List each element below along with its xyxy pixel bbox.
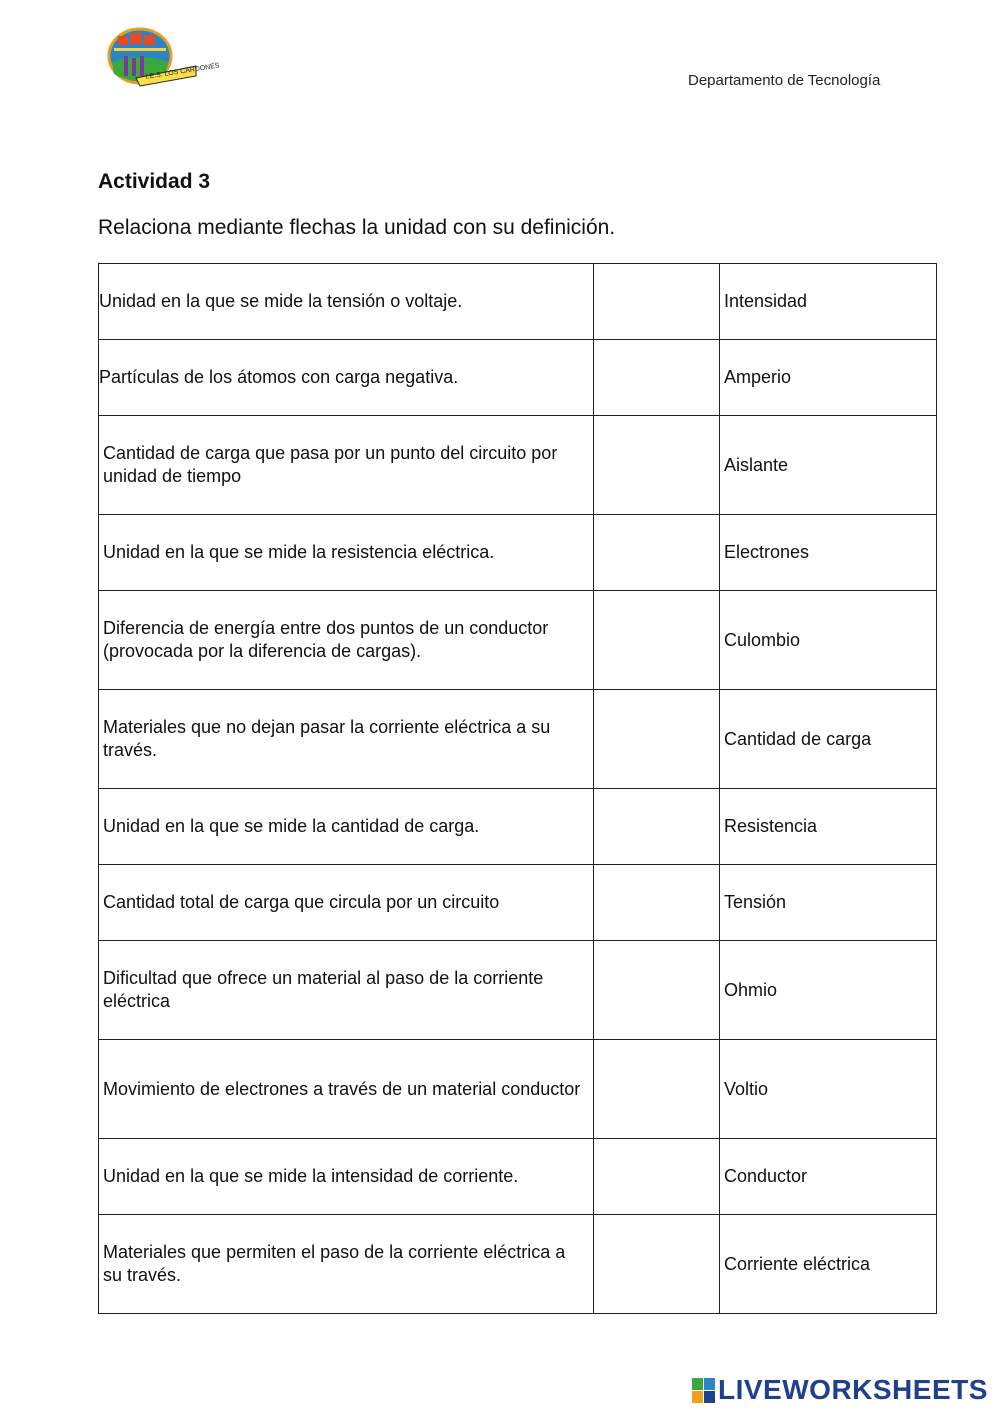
term-cell: Resistencia <box>720 789 937 865</box>
table-row <box>99 1215 937 1314</box>
answer-gap-cell[interactable] <box>594 416 720 515</box>
table-row <box>99 789 937 865</box>
table-row <box>99 515 937 591</box>
table-row <box>99 1040 937 1139</box>
answer-gap-cell[interactable] <box>594 264 720 340</box>
term-cell: Intensidad <box>720 264 937 340</box>
table-row <box>99 340 937 416</box>
answer-gap-cell[interactable] <box>594 1215 720 1314</box>
answer-gap-cell[interactable] <box>594 591 720 690</box>
definition-cell: Partículas de los átomos con carga negativa. <box>99 340 594 416</box>
term-cell: Aislante <box>720 416 937 515</box>
answer-gap-cell[interactable] <box>594 515 720 591</box>
definition-cell: Materiales que no dejan pasar la corriente eléctrica a su través. <box>99 690 594 789</box>
definition-cell: Unidad en la que se mide la cantidad de carga. <box>99 789 594 865</box>
answer-gap-cell[interactable] <box>594 340 720 416</box>
term-cell: Electrones <box>720 515 937 591</box>
table-row <box>99 690 937 789</box>
definition-cell: Cantidad total de carga que circula por un circuito <box>99 865 594 941</box>
department-label: Departamento de Tecnología <box>688 72 881 89</box>
activity-instruction: Relaciona mediante flechas la unidad con su definición. <box>98 216 616 239</box>
school-logo <box>106 26 221 92</box>
definition-cell: Movimiento de electrones a través de un material conductor <box>99 1040 594 1139</box>
term-cell: Ohmio <box>720 941 937 1040</box>
term-cell: Conductor <box>720 1139 937 1215</box>
answer-gap-cell[interactable] <box>594 941 720 1040</box>
term-cell: Culombio <box>720 591 937 690</box>
table-row <box>99 591 937 690</box>
definition-cell: Dificultad que ofrece un material al paso de la corriente eléctrica <box>99 941 594 1040</box>
term-cell: Tensión <box>720 865 937 941</box>
term-cell: Corriente eléctrica <box>720 1215 937 1314</box>
table-row <box>99 941 937 1040</box>
table-row <box>99 264 937 340</box>
definition-cell: Diferencia de energía entre dos puntos de un conductor (provocada por la diferencia de cargas). <box>99 591 594 690</box>
definition-cell: Materiales que permiten el paso de la corriente eléctrica a su través. <box>99 1215 594 1314</box>
table-row <box>99 1139 937 1215</box>
answer-gap-cell[interactable] <box>594 1040 720 1139</box>
answer-gap-cell[interactable] <box>594 1139 720 1215</box>
term-cell: Amperio <box>720 340 937 416</box>
school-logo-text: I.E.S. LOS CARDONES <box>145 62 221 81</box>
answer-gap-cell[interactable] <box>594 789 720 865</box>
activity-title: Actividad 3 <box>98 170 211 193</box>
answer-gap-cell[interactable] <box>594 690 720 789</box>
liveworksheets-wordmark: LIVEWORKSHEETS <box>718 1374 988 1405</box>
school-logo-icon <box>106 26 221 92</box>
definition-cell: Cantidad de carga que pasa por un punto del circuito por unidad de tiempo <box>99 416 594 515</box>
definition-cell: Unidad en la que se mide la intensidad de corriente. <box>99 1139 594 1215</box>
answer-gap-cell[interactable] <box>594 865 720 941</box>
liveworksheets-logo-icon <box>692 1378 716 1404</box>
table-row <box>99 865 937 941</box>
definition-cell: Unidad en la que se mide la tensión o voltaje. <box>99 264 594 340</box>
table-row <box>99 416 937 515</box>
definition-cell: Unidad en la que se mide la resistencia eléctrica. <box>99 515 594 591</box>
term-cell: Cantidad de carga <box>720 690 937 789</box>
matching-table <box>98 263 937 1314</box>
term-cell: Voltio <box>720 1040 937 1139</box>
